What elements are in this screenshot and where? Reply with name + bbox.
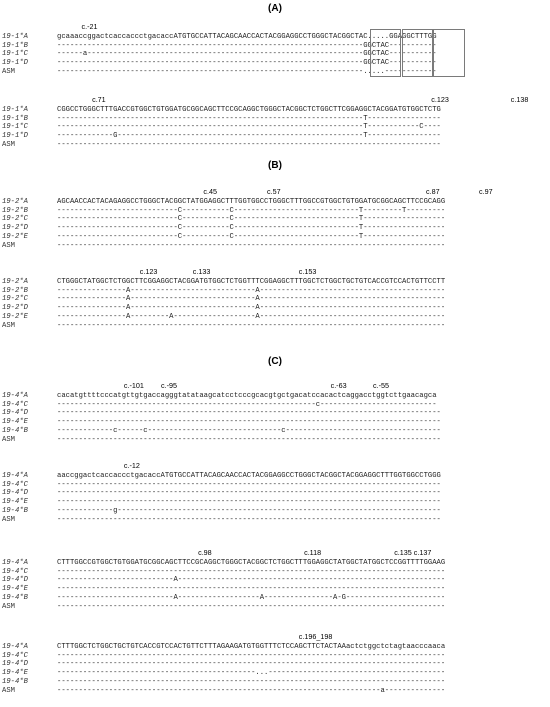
position-label: c.-101: [123, 381, 144, 390]
allele-label: 19-4*D: [2, 576, 28, 585]
allele-label: 19-4*A: [2, 472, 28, 480]
allele-label: 19-4*B: [2, 506, 28, 515]
position-label: c.-63: [330, 381, 347, 390]
sequence: CGGCCTGGGCTTTGACCGTGGCTGTGGATGCGGCAGCTTCCGCAGGCTGGGCTACGGCTCTGGCTTCGGAGGCTACGGATGTGGCTCTG: [57, 106, 441, 114]
allele-label: 19-4*C: [2, 400, 28, 409]
allele-label: 19-2*D: [2, 304, 28, 313]
position-label: c.138: [510, 95, 529, 104]
allele-label: 19-4*C: [2, 480, 28, 489]
sequence: -----------------------------------------------------------------------------------------: [57, 489, 441, 498]
allele-label: ASM: [2, 241, 15, 250]
allele-label: ASM: [2, 67, 15, 76]
sequence: ------------------------------------------------------------------------------------------: [57, 585, 446, 594]
allele-label: 19-4*E: [2, 418, 28, 427]
allele-label: 19-4*E: [2, 498, 28, 507]
sequence: cacatgttttcccatgttgtgaccagggtatataagcatcctcccgcacgtgctgacatccacactcaggacctggtcttgaacagca: [57, 392, 437, 400]
sequence: -----------------------------------------------------------------------.....------------: [57, 67, 437, 76]
allele-label: 19-2*B: [2, 206, 28, 215]
sequence: ----------------------------------------------...-----------------------------------------: [57, 669, 446, 678]
allele-label: 19-4*B: [2, 593, 28, 602]
allele-label: 19-1*C: [2, 123, 28, 132]
sequence: gcaaaccggactcaccaccctgacaccATGTGCCATTACAGCAACCACTACGGAGGCCTGGGCTACGGCTAC.....GGAGGCTTTGG: [57, 33, 437, 41]
allele-label: 19-2*E: [2, 312, 28, 321]
allele-label: ASM: [2, 435, 15, 444]
position-label: c.118: [304, 548, 322, 557]
allele-label: ASM: [2, 602, 15, 611]
allele-label: 19-1*B: [2, 41, 28, 50]
sequence: -----------------------------------------------------------------------------------------: [57, 435, 441, 444]
position-label: c.-12: [123, 461, 140, 470]
sequence: ------------------------------------------------------------------------------------------: [57, 677, 446, 686]
allele-label: 19-4*A: [2, 643, 28, 651]
panel-title: (A): [268, 3, 282, 14]
position-label: c.133: [192, 267, 211, 276]
allele-label: 19-1*A: [2, 106, 28, 114]
sequence: ------------------------------------------------------------c---------------------------: [57, 400, 437, 409]
sequence: -----------------------------------------------------------------------T-----------------: [57, 114, 441, 123]
sequence: ------------------------------------------------------------------------------------------: [57, 321, 446, 330]
sequence: -----------------------------------------------------------------------------------------: [57, 409, 441, 418]
repeat-highlight-box: [370, 29, 402, 77]
allele-label: 19-4*B: [2, 677, 28, 686]
allele-label: 19-1*B: [2, 114, 28, 123]
sequence: ------------------------------------------------------------------------------------------: [57, 602, 446, 611]
sequence: ---------------------------A--------------------------------------------------------------: [57, 576, 446, 585]
allele-label: 19-2*A: [2, 198, 28, 206]
allele-label: 19-4*A: [2, 392, 28, 400]
allele-label: 19-1*A: [2, 33, 28, 41]
position-label: c.-21: [81, 22, 98, 31]
sequence: -----------------------------------------------------------------------GGCTAC-----------: [57, 41, 437, 50]
position-label: c.87: [426, 187, 440, 196]
sequence: -----------------------------------------------------------------------T------------C----: [57, 123, 441, 132]
position-label: c.57: [267, 187, 281, 196]
position-label: c.98: [198, 548, 212, 557]
position-label: c.71: [92, 95, 106, 104]
allele-label: 19-4*D: [2, 660, 28, 669]
allele-label: 19-4*D: [2, 409, 28, 418]
allele-label: ASM: [2, 140, 15, 149]
allele-label: 19-4*E: [2, 669, 28, 678]
sequence: AGCAACCACTACAGAGGCCTGGGCTACGGCTATGGAGGCTTTGGTGGCCTGGGCTTTGGCCGTGGCTGTGGATGCGGCAGCTTCCGCAGG: [57, 198, 446, 206]
allele-label: 19-2*B: [2, 286, 28, 295]
allele-label: 19-4*A: [2, 559, 28, 567]
allele-label: 19-2*C: [2, 215, 28, 224]
sequence: -------------g---------------------------------------------------------------------------: [57, 506, 441, 515]
panel-title: (B): [268, 160, 282, 171]
sequence: CTTTGGCTCTGGCTGCTGTCACCGTCCACTGTTCTTTAGAAGATGTGGTTTCTCCAGCTTCTACTAAactctggctctagtaacccaaca: [57, 643, 446, 651]
sequence: CTGGGCTATGGCTCTGGCTTCGGAGGCTACGGATGTGGCTCTGGTTTCGGAGGCTTTGGCTCTGGCTGCTGTCACCGTCCACTGTTCCTT: [57, 278, 446, 286]
allele-label: ASM: [2, 321, 15, 330]
repeat-highlight-box: [402, 29, 434, 77]
allele-label: 19-2*C: [2, 295, 28, 304]
sequence: ----------------A-----------------------------A-------------------------------------------: [57, 286, 446, 295]
sequence: ------------------------------------------------------------------------------------------: [57, 651, 446, 660]
allele-label: 19-4*C: [2, 651, 28, 660]
sequence: -----------------------------------------------------------------------GGCTAC-----------: [57, 59, 437, 68]
position-label: c.196_198: [298, 632, 333, 641]
position-label: c.45: [203, 187, 217, 196]
sequence: ------------------------------------------------------------------------------------------: [57, 567, 446, 576]
allele-label: 19-2*A: [2, 278, 28, 286]
sequence: -----------------------------------------------------------------------------------------: [57, 140, 441, 149]
allele-label: ASM: [2, 686, 15, 695]
allele-label: 19-2*E: [2, 232, 28, 241]
sequence: ----------------------------C-----------C-----------------------------T-------------------: [57, 224, 446, 233]
position-label: c.123: [139, 267, 158, 276]
sequence: ---------------------------------------------------------------------------a--------------: [57, 686, 446, 695]
sequence: ----------------A-----------------------------A-------------------------------------------: [57, 295, 446, 304]
allele-label: 19-2*D: [2, 224, 28, 233]
sequence: ----------------A-----------------------------A-------------------------------------------: [57, 304, 446, 313]
sequence: ------------------------------------------------------------------------------------------: [57, 241, 446, 250]
sequence: ----------------------------C-----------C-----------------------------T---------T---------: [57, 206, 446, 215]
position-label: c.153: [298, 267, 317, 276]
sequence: ----------------------------C-----------C-----------------------------T-------------------: [57, 215, 446, 224]
position-label: c.-95: [161, 381, 177, 390]
allele-label: 19-1*D: [2, 59, 28, 68]
sequence: aaccggactcaccaccctgacaccATGTGCCATTACAGCAACCACTACGGAGGCCTGGGCTACGGCTACGGAGGCTTTGGTGGCCTGGG: [57, 472, 441, 480]
allele-label: 19-1*C: [2, 50, 28, 59]
sequence: -----------------------------------------------------------------------------------------: [57, 418, 441, 427]
panel-title: (C): [268, 356, 282, 367]
sequence: ----------------A---------A-------------------A-------------------------------------------: [57, 312, 446, 321]
allele-label: 19-4*B: [2, 426, 28, 435]
sequence: ------------------------------------------------------------------------------------------: [57, 660, 446, 669]
sequence: -----------------------------------------------------------------------------------------: [57, 480, 441, 489]
sequence: -----------------------------------------------------------------------------------------: [57, 515, 441, 524]
allele-label: ASM: [2, 515, 15, 524]
position-label: c.135 c.137: [394, 548, 432, 557]
allele-label: 19-4*E: [2, 585, 28, 594]
sequence: CTTTGGCCGTGGCTGTGGATGCGGCAGCTTCCGCAGGCTGGGCTACGGCTCTGGCTTTGGAGGCTATGGCTATGGCTCCGGTTTTGGAAG: [57, 559, 446, 567]
position-label: c.123: [431, 95, 449, 104]
repeat-highlight-box: [433, 29, 465, 77]
sequence: -------------c------c-------------------------------c------------------------------------: [57, 426, 441, 435]
position-label: c.-55: [373, 381, 389, 390]
allele-label: 19-4*C: [2, 567, 28, 576]
allele-label: 19-1*D: [2, 132, 28, 141]
position-label: c.97: [479, 187, 493, 196]
sequence: -------------G---------------------------------------------------------T-----------------: [57, 132, 441, 141]
allele-label: 19-4*D: [2, 489, 28, 498]
sequence: ----------------------------C-----------C-----------------------------T-------------------: [57, 232, 446, 241]
sequence: -----------------------------------------------------------------------------------------: [57, 498, 441, 507]
sequence: ---------------------------A-------------------A----------------A-G-----------------------: [57, 593, 446, 602]
sequence: ------a----------------------------------------------------------------GGCTAC-----------: [57, 50, 437, 59]
